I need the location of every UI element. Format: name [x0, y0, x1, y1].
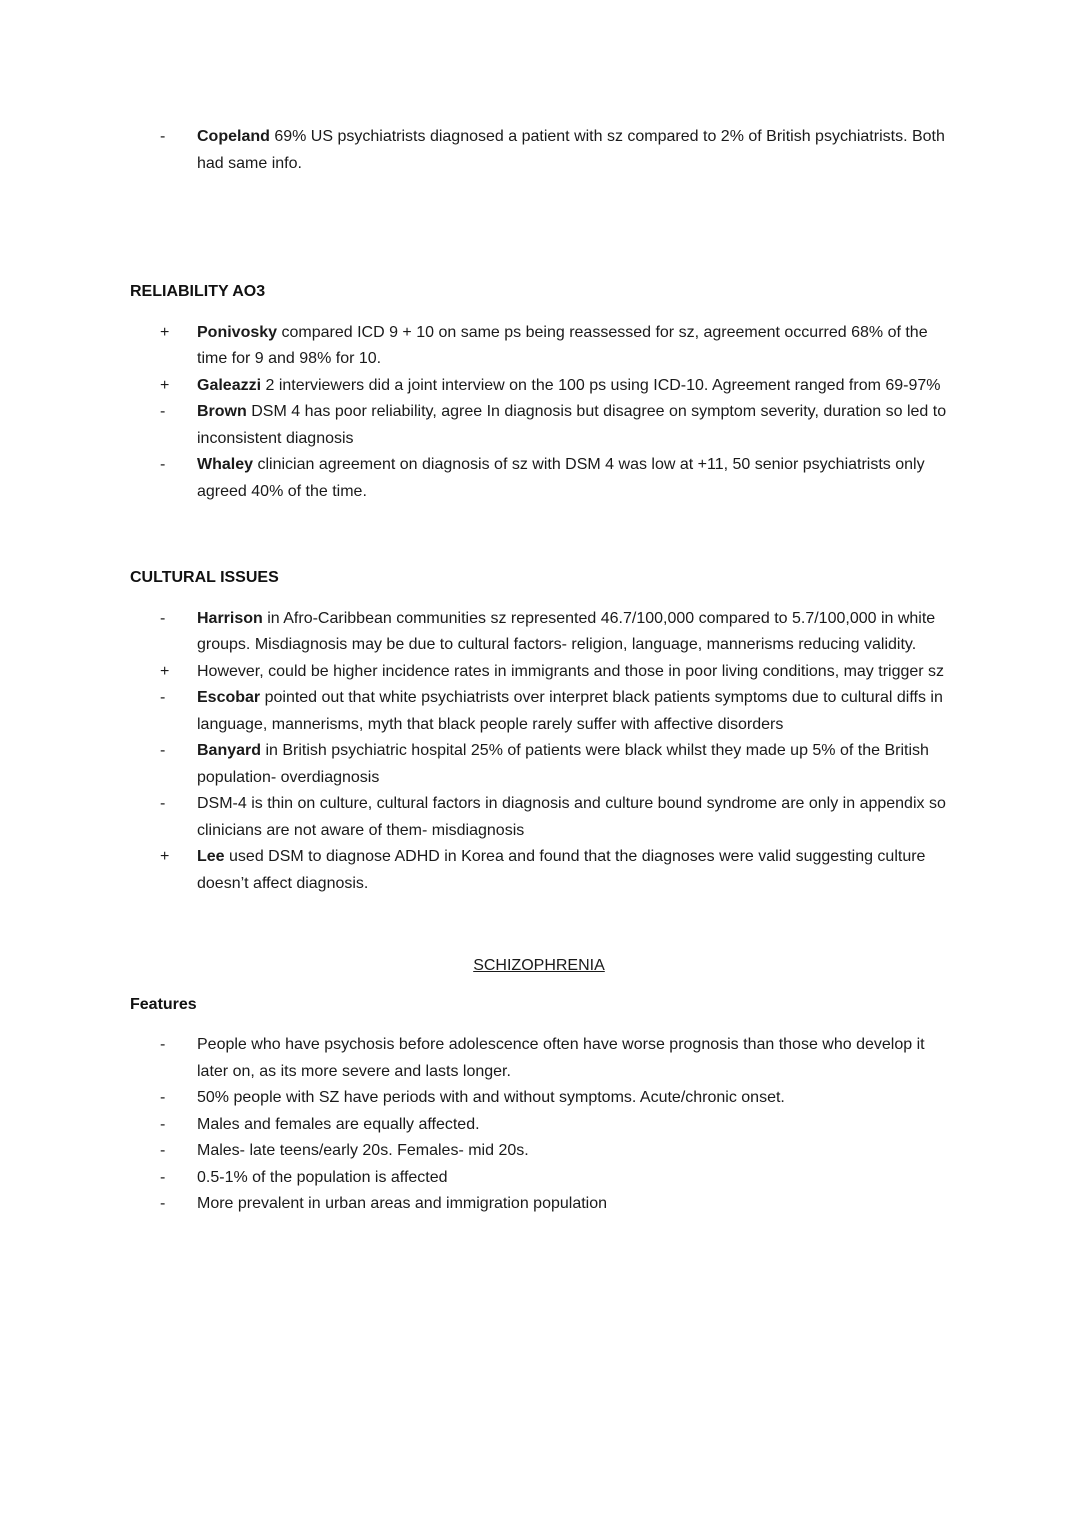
list-item-text — [197, 1191, 948, 1218]
list-item-text — [197, 124, 948, 177]
list-item-rest: compared ICD 9 + 10 on same ps being reassessed for sz, agreement occurred 68% of the time for 9 and 98% for 10. — [197, 323, 928, 367]
list-item-text — [197, 452, 948, 505]
list-item-rest: DSM-4 is thin on culture, cultural factors in diagnosis and culture bound syndrome are only in appendix so clinicians are not aware of them- misdiagnosis — [197, 795, 946, 839]
list-item — [160, 452, 948, 505]
list-item-lead: Copeland — [197, 128, 270, 145]
bullet-marker: - — [160, 795, 166, 812]
cultural-list — [130, 606, 948, 898]
list-item-text — [197, 1112, 948, 1139]
list-item-lead: Galeazzi — [197, 376, 262, 394]
list-item-text — [197, 685, 948, 738]
bullet-marker: - — [160, 1036, 166, 1053]
list-item — [160, 1138, 948, 1165]
bullet-marker: + — [160, 323, 170, 341]
list-item-rest: in Afro-Caribbean communities sz represented 46.7/100,000 compared to 5.7/100,000 in white groups. Misdiagnosis may be due to cultural factors- religion, language, mannerisms reducing validity. — [197, 609, 936, 653]
list-item-text — [197, 1165, 948, 1192]
list-item-text — [197, 659, 948, 686]
list-item-rest: 0.5-1% of the population is affected — [197, 1168, 448, 1186]
list-item — [160, 399, 948, 452]
list-item-rest: More prevalent in urban areas and immigration population — [197, 1195, 608, 1212]
list-item-rest: 2 interviewers did a joint interview on the 100 ps using ICD-10. Agreement ranged from 69-97% — [261, 376, 941, 394]
section-heading-reliability: RELIABILITY AO3 — [130, 283, 266, 300]
features-list — [130, 1032, 948, 1218]
list-item-text — [197, 1138, 948, 1165]
list-item-rest: pointed out that white psychiatrists over interpret black patients symptoms due to cultural diffs in language, mannerisms, myth that black people rarely suffer with affective disorders — [197, 689, 943, 733]
bullet-marker: + — [160, 662, 170, 680]
bullet-marker: - — [160, 1089, 166, 1106]
list-item-lead: Harrison — [197, 609, 263, 627]
bullet-marker: - — [160, 456, 166, 473]
list-item-text — [197, 373, 948, 400]
reliability-list — [130, 320, 948, 506]
list-item — [160, 124, 948, 177]
list-item-rest: in British psychiatric hospital 25% of patients were black whilst they made up 5% of the British population- overdiagnosis — [197, 742, 929, 786]
list-item — [160, 1032, 948, 1085]
intro-list — [130, 124, 948, 177]
list-item — [160, 791, 948, 844]
list-item-text — [197, 791, 948, 844]
list-item-rest: 69% US psychiatrists diagnosed a patient with sz compared to 2% of British psychiatrists. Both had same info. — [197, 128, 945, 172]
list-item — [160, 738, 948, 791]
bullet-marker: - — [160, 403, 166, 420]
bullet-marker: - — [160, 1168, 166, 1186]
bullet-marker: - — [160, 609, 166, 627]
section-heading-cultural: CULTURAL ISSUES — [130, 569, 279, 586]
features-heading: Features — [130, 995, 197, 1013]
list-item-rest: However, could be higher incidence rates in immigrants and those in poor living conditions, may trigger sz — [197, 662, 945, 680]
bullet-marker: - — [160, 1195, 166, 1212]
list-item — [160, 1191, 948, 1218]
list-item — [160, 685, 948, 738]
list-item-rest: clinician agreement on diagnosis of sz with DSM 4 was low at +11, 50 senior psychiatrists only agreed 40% of the time. — [197, 456, 925, 500]
list-item-rest: Males- late teens/early 20s. Females- mid 20s. — [197, 1142, 529, 1159]
list-item-text — [197, 1032, 948, 1085]
bullet-marker: - — [160, 742, 166, 759]
schizophrenia-title: SCHIZOPHRENIA — [473, 957, 605, 974]
bullet-marker: - — [160, 128, 166, 145]
bullet-marker: + — [160, 848, 170, 865]
bullet-marker: + — [160, 376, 170, 394]
list-item-lead: Brown — [197, 403, 247, 420]
bullet-marker: - — [160, 1115, 166, 1133]
list-item-lead: Whaley — [197, 456, 254, 473]
list-item-lead: Ponivosky — [197, 323, 278, 341]
list-item-text — [197, 1085, 948, 1112]
list-item-text — [197, 844, 948, 897]
list-item — [160, 1112, 948, 1139]
list-item-text — [197, 399, 948, 452]
list-item — [160, 1165, 948, 1192]
bullet-marker: - — [160, 689, 166, 706]
bullet-marker: - — [160, 1142, 166, 1159]
list-item-text — [197, 738, 948, 791]
list-item — [160, 606, 948, 659]
list-item-rest: 50% people with SZ have periods with and without symptoms. Acute/chronic onset. — [197, 1089, 785, 1106]
list-item-rest: DSM 4 has poor reliability, agree In diagnosis but disagree on symptom severity, duration so led to inconsistent diagnosis — [197, 403, 947, 447]
list-item — [160, 659, 948, 686]
list-item-lead: Lee — [197, 848, 225, 865]
list-item-text — [197, 320, 948, 373]
list-item-rest: used DSM to diagnose ADHD in Korea and found that the diagnoses were valid suggesting culture doesn’t affect diagnosis. — [197, 848, 926, 892]
list-item — [160, 320, 948, 373]
list-item-lead: Banyard — [197, 742, 262, 759]
list-item-lead: Escobar — [197, 689, 261, 706]
list-item — [160, 844, 948, 897]
list-item-rest: People who have psychosis before adolescence often have worse prognosis than those who develop it later on, as its more severe and lasts longer. — [197, 1036, 925, 1080]
list-item — [160, 373, 948, 400]
list-item-text — [197, 606, 948, 659]
list-item-rest: Males and females are equally affected. — [197, 1115, 480, 1133]
list-item — [160, 1085, 948, 1112]
